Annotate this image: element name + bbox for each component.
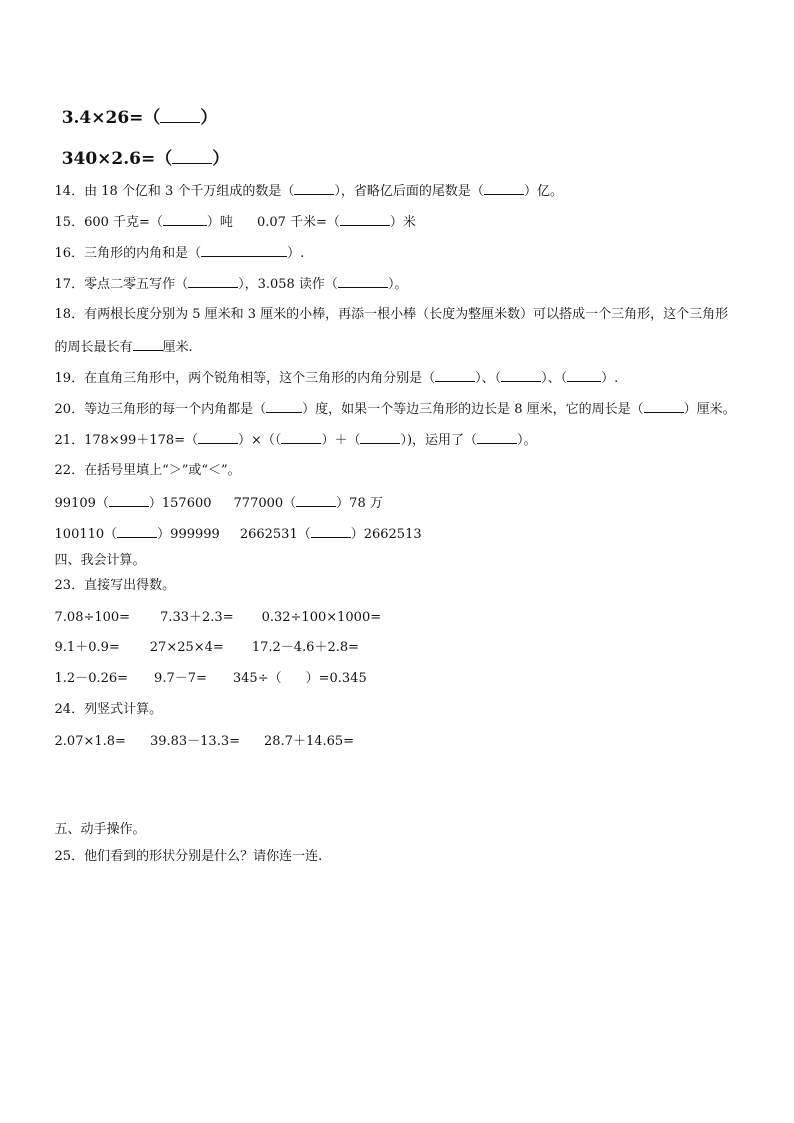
paren-close: ） <box>200 108 218 128</box>
calc-row-1: 7.08÷100= 7.33＋2.3= 0.32÷100×1000= <box>54 610 382 625</box>
question-24: 24．列竖式计算。 <box>54 702 163 717</box>
answer-blank[interactable] <box>501 370 541 382</box>
answer-blank[interactable] <box>133 339 163 351</box>
answer-blank[interactable] <box>338 276 388 288</box>
calc-row-4: 2.07×1.8= 39.83－13.3= 28.7＋14.65= <box>54 734 355 749</box>
answer-blank[interactable] <box>266 401 302 413</box>
question-17: 17．零点二零五写作（ ），3.058 读作（ ）。 <box>54 277 408 292</box>
answer-blank[interactable] <box>198 432 238 444</box>
section-5-title: 五、动手操作。 <box>54 822 146 837</box>
answer-blank[interactable] <box>160 111 200 123</box>
answer-blank[interactable] <box>163 214 207 226</box>
answer-blank[interactable] <box>294 183 334 195</box>
answer-blank[interactable] <box>281 432 321 444</box>
answer-blank[interactable] <box>340 214 390 226</box>
question-18-line1: 18．有两根长度分别为 5 厘米和 3 厘米的小棒，再添一根小棒（长度为整厘米数）可以搭成一个三角形，这个三角形 <box>54 307 729 322</box>
answer-blank[interactable] <box>311 526 351 538</box>
answer-blank[interactable] <box>477 432 517 444</box>
answer-blank[interactable] <box>644 401 684 413</box>
answer-blank[interactable] <box>188 276 238 288</box>
question-23: 23．直接写出得数。 <box>54 578 176 593</box>
question-15: 15．600 千克=（ ）吨 0.07 千米=（ ）米 <box>54 215 416 230</box>
answer-blank[interactable] <box>484 183 524 195</box>
answer-blank[interactable] <box>296 495 336 507</box>
section-4-title: 四、我会计算。 <box>54 553 146 568</box>
answer-blank[interactable] <box>201 245 287 257</box>
answer-blank[interactable] <box>109 495 149 507</box>
question-21: 21．178×99＋178=（ ）×（（ ）＋（ ）)，运用了（ ）。 <box>54 433 537 448</box>
question-25: 25．他们看到的形状分别是什么？请你连一连. <box>54 849 323 864</box>
expr-text: 3.4×26=（ <box>61 108 161 128</box>
answer-blank[interactable] <box>567 370 601 382</box>
calc-row-2: 9.1＋0.9= 27×25×4= 17.2－4.6＋2.8= <box>54 640 360 655</box>
answer-blank[interactable] <box>360 432 400 444</box>
question-14: 14．由 18 个亿和 3 个千万组成的数是（ ），省略亿后面的尾数是（ ）亿。 <box>54 184 563 199</box>
question-22: 22．在括号里填上“＞”或“＜”。 <box>54 463 241 478</box>
paren-close: ） <box>212 149 230 169</box>
expr-text: 340×2.6=（ <box>61 149 173 169</box>
question-22-row2: 100110（ ）999999 2662531（ ）2662513 <box>54 527 422 542</box>
question-22-row1: 99109（ ）157600 777000（ ）78 万 <box>54 496 383 511</box>
calc-row-3: 1.2－0.26= 9.7－7= 345÷（ ）=0.345 <box>54 671 367 686</box>
question-19: 19．在直角三角形中，两个锐角相等，这个三角形的内角分别是（ ）、（ ）、（ ）. <box>54 371 619 386</box>
question-20: 20．等边三角形的每一个内角都是（ ）度，如果一个等边三角形的边长是 8 厘米，它的周长是（ ）厘米。 <box>54 402 736 417</box>
question-16: 16．三角形的内角和是（ ）. <box>54 246 305 261</box>
answer-blank[interactable] <box>172 152 212 164</box>
question-18-line2: 的周长最长有 厘米. <box>54 340 193 355</box>
answer-blank[interactable] <box>435 370 475 382</box>
